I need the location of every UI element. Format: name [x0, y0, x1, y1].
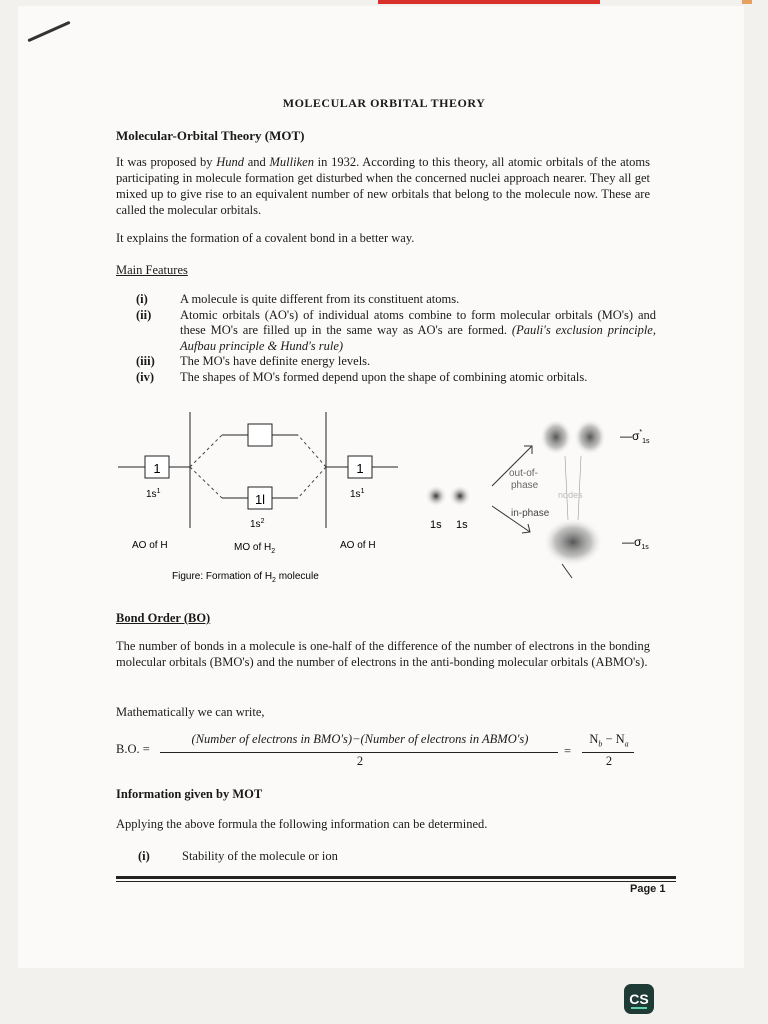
orange-corner-mark [742, 0, 752, 4]
formula-denominator-2: 2 [605, 754, 613, 768]
formula-lhs: B.O. = [116, 742, 150, 756]
list-item: (iii) The MO's have definite energy levels. [136, 354, 371, 368]
label-ls-1: 1s [430, 519, 442, 531]
label-nodes: nodes [558, 490, 583, 500]
section-heading: Molecular-Orbital Theory (MOT) [116, 128, 305, 143]
page-number: Page 1 [630, 883, 666, 895]
ao-box-right-electron: 1 [356, 461, 364, 476]
label-1s-bonding: $1s^2$ [250, 518, 265, 530]
formula-nb-na: $N_b - N_a$ [589, 732, 629, 749]
principles-note: (Pauli's exclusion principle, Aufbau principle & Hund's rule) [180, 323, 656, 353]
formula-numerator: (Number of electrons in BMO's)−(Number of electrons in ABMO's) [191, 732, 529, 746]
explains-paragraph: It explains the formation of a covalent bond in a better way. [116, 231, 415, 245]
label-ls-2: 1s [456, 519, 468, 531]
bonding-orbital-shape [543, 518, 603, 566]
label-out-of-phase: out-of- [509, 468, 538, 479]
label-ao-left: AO of H [132, 540, 168, 551]
page-title: MOLECULAR ORBITAL THEORY [282, 96, 486, 110]
list-item: (i) A molecule is quite different from its constituent atoms. [136, 292, 460, 306]
ao-box-left-electron: 1 [153, 461, 161, 476]
formula-equals: = [564, 744, 572, 758]
orbital-1s-b [449, 485, 471, 507]
list-item: (ii) Atomic orbitals (AO's) of individual atoms combine to form molecular orbitals (MO's) and these MO's are filled up in the same way as AO's are formed. (Pauli's exclusion principle, Aufbau principle & Hund's rule) [136, 307, 656, 353]
label-1s-left: $1s^1$ [146, 488, 161, 500]
label-in-phase: in-phase [511, 508, 550, 519]
fraction-bar-1 [160, 752, 558, 753]
label-1s-right: $1s^1$ [350, 488, 365, 500]
math-intro: Mathematically we can write, [116, 705, 265, 719]
main-features-heading: Main Features [116, 263, 188, 277]
sigma-star-label: $—\sigma^*_{1s}$ [620, 429, 650, 445]
formula-denominator: 2 [356, 754, 364, 768]
mo-diagram-figure [0, 400, 768, 600]
stability-item: (i) Stability of the molecule or ion [138, 849, 338, 863]
intro-paragraph: It was proposed by Hund and Mulliken in 1932. According to this theory, all atomic orbitals of the atoms participating in molecule formation get disturbed when the concerned nuclei approach nearer. They all get mixed up to give rise to an equivalent number of new orbitals that belong to the molecule now. These are called the molecular orbitals. [116, 155, 650, 217]
info-paragraph: Applying the above formula the following information can be determined. [116, 817, 488, 831]
bond-order-paragraph: The number of bonds in a molecule is one-half of the difference of the number of electrons in the bonding molecular orbitals (BMO's) and the number of electrons in the anti-bonding molecular orbitals (ABMO's). [116, 639, 650, 669]
label-ao-right: AO of H [340, 540, 376, 551]
orbital-1s-a [425, 485, 447, 507]
info-heading: Information given by MOT [116, 787, 263, 801]
footer-rule-thin [116, 881, 676, 882]
antibonding-lobe-right [574, 419, 606, 455]
antibonding-lobe-left [540, 419, 572, 455]
bond-order-heading: Bond Order (BO) [116, 611, 211, 625]
features-list [116, 292, 656, 385]
label-phase: phase [511, 480, 539, 491]
figure-caption: Figure: Formation of $H_2$ molecule [172, 571, 319, 584]
camscanner-badge[interactable]: CS [624, 984, 654, 1014]
antibonding-mo-box [248, 424, 272, 446]
name-mulliken: Mulliken [269, 155, 314, 169]
label-mo: MO of $H_2$ [234, 542, 276, 555]
footer-rule [116, 876, 676, 879]
name-hund: Hund [216, 155, 245, 169]
sigma-label: $—\sigma_{1s}$ [622, 535, 649, 551]
red-top-edge [378, 0, 600, 4]
fraction-bar-2 [582, 752, 634, 753]
bond-order-formula [116, 732, 656, 772]
list-item: (iv) The shapes of MO's formed depend upon the shape of combining atomic orbitals. [136, 369, 588, 384]
bonding-mo-electrons: 1l [254, 492, 266, 507]
